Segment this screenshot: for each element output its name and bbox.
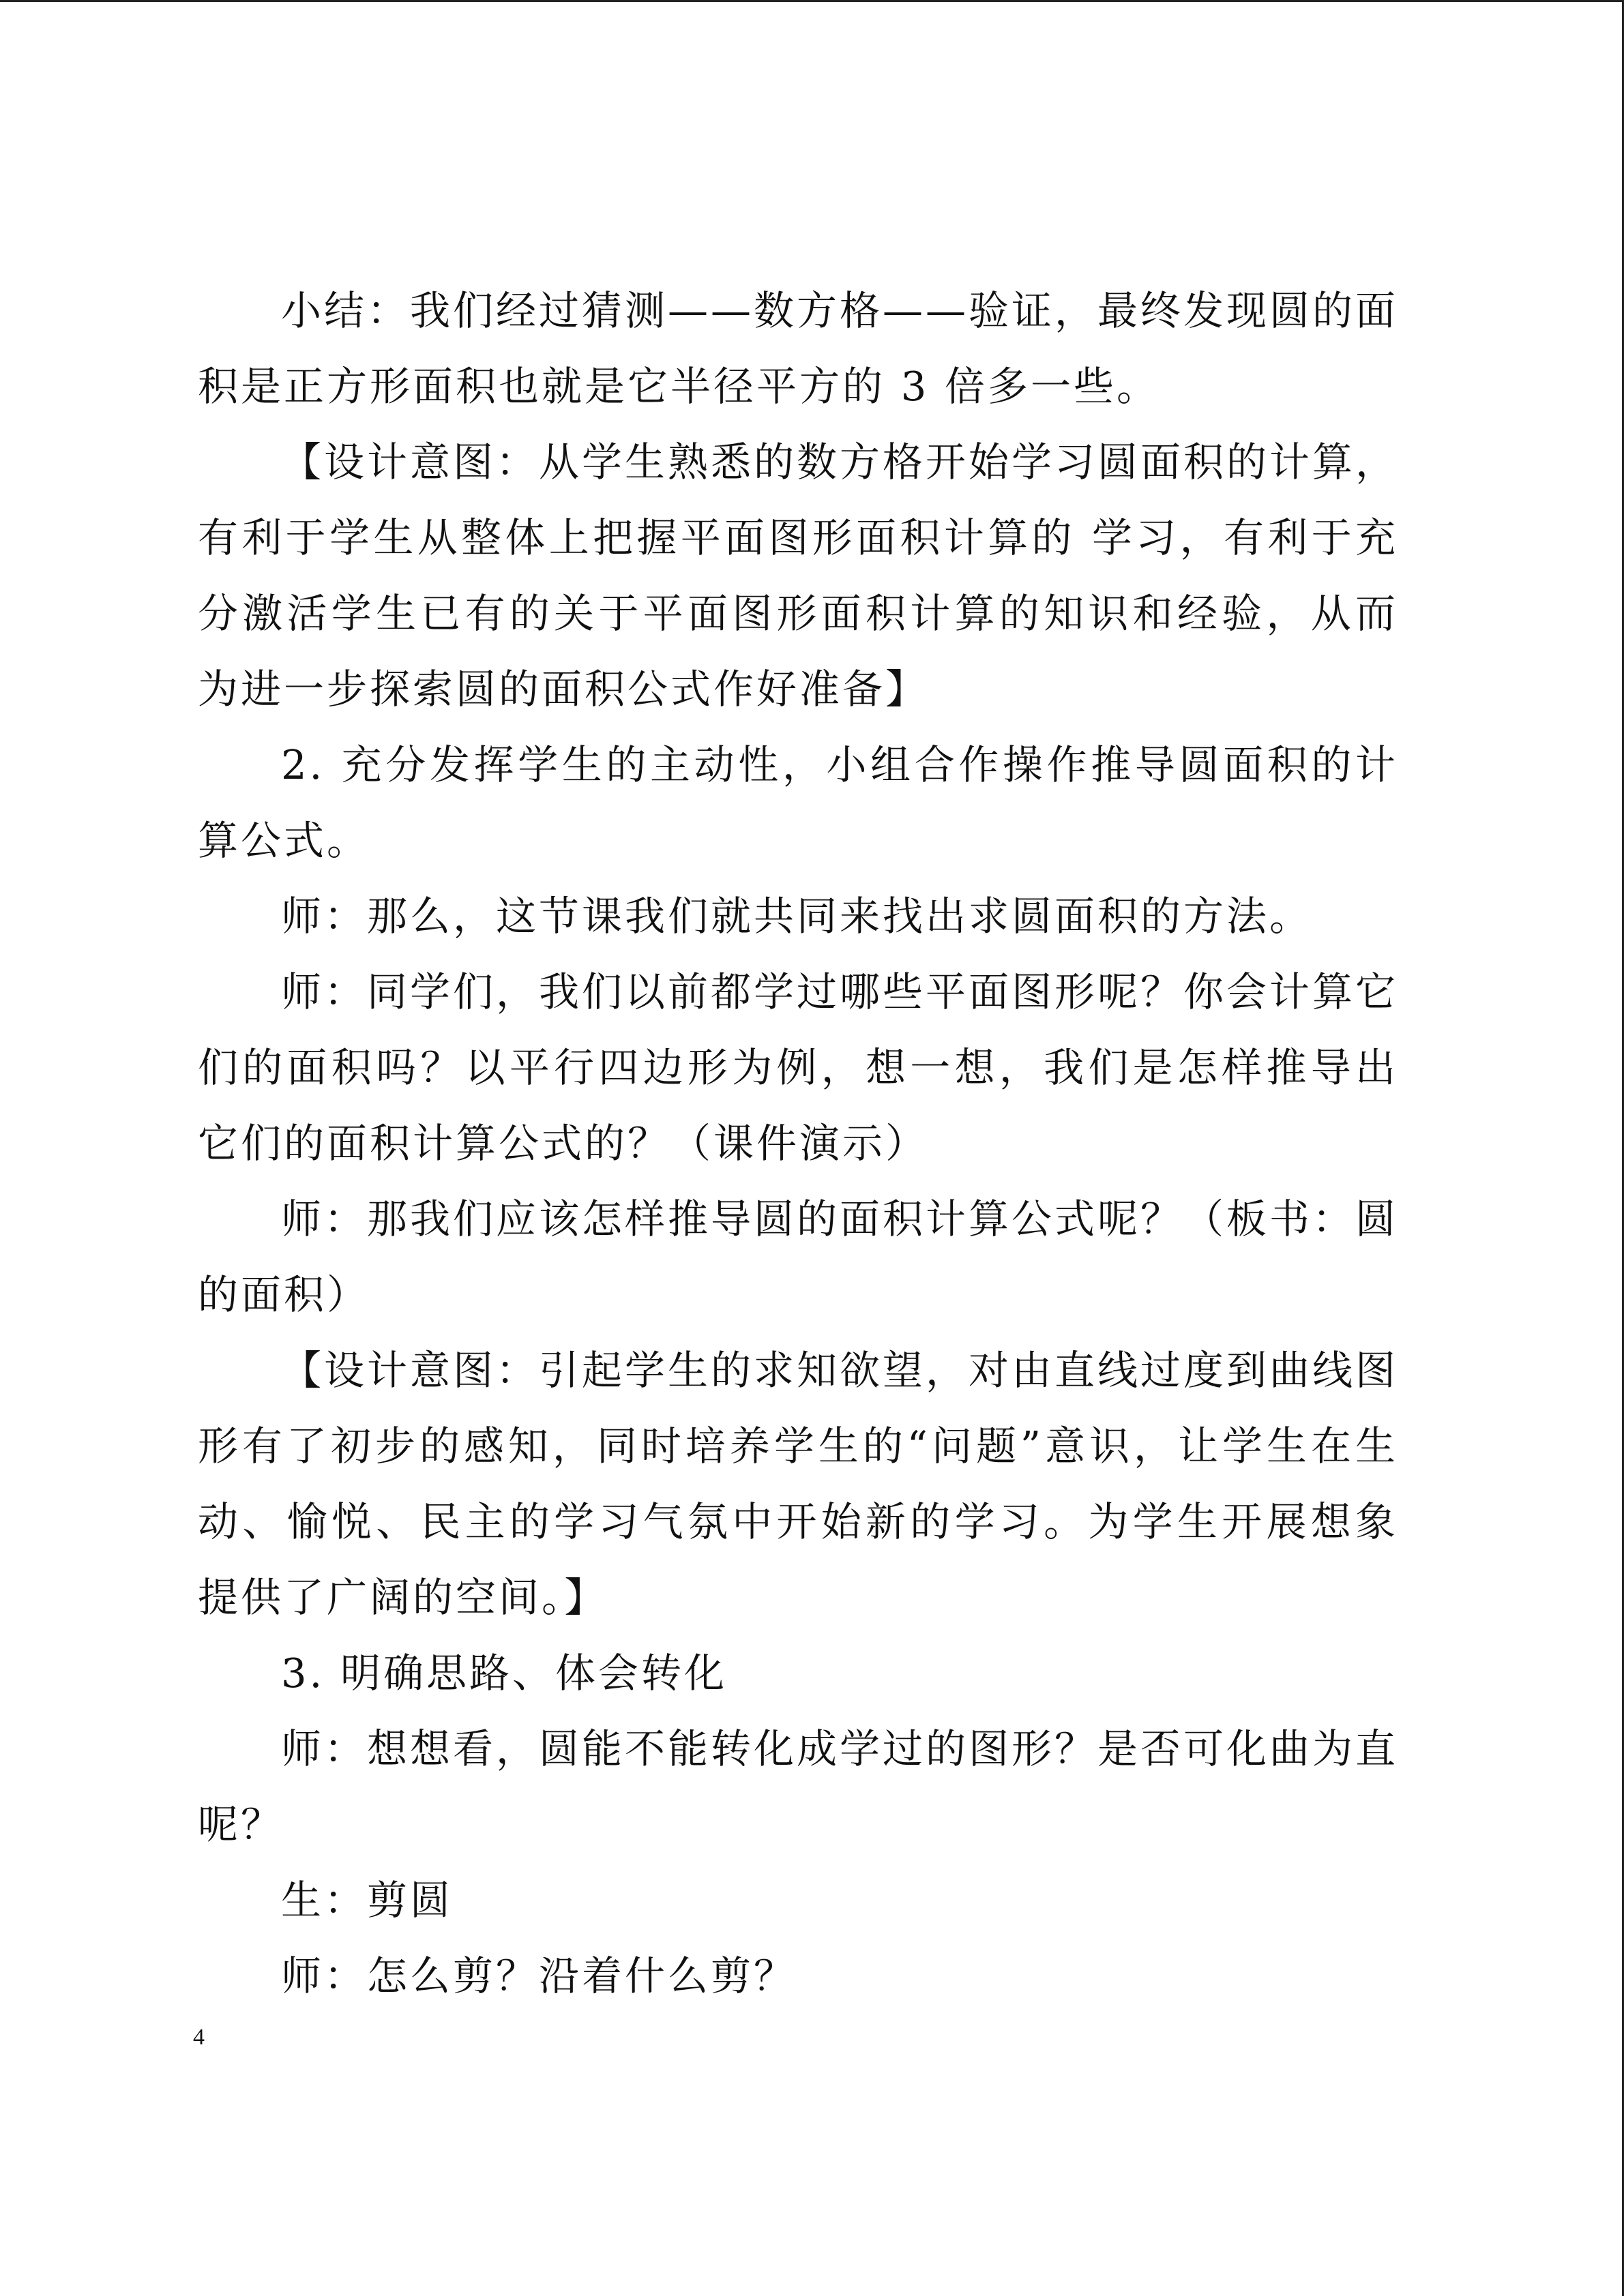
section-heading: 3. 明确思路、体会转化 bbox=[281, 1650, 728, 1697]
student-dialogue: 生：剪圆 bbox=[281, 1877, 454, 1924]
design-intent-paragraph: 【设计意图：引起学生的求知欲望，对由直线过度到曲线图形有了初步的感知，同时培养学生的“问题”意识，让学生在生动、愉悦、民主的学习气氛中开始新的学习。为学生开展想象提供了广阔的空间。】 bbox=[198, 1347, 1399, 1621]
section-heading: 2. 充分发挥学生的主动性，小组合作操作推导圆面积的计算公式。 bbox=[198, 741, 1398, 864]
teacher-dialogue: 师：那我们应该怎样推导圆的面积计算公式呢？（板书：圆的面积） bbox=[198, 1195, 1399, 1318]
page-number: 4 bbox=[193, 2025, 205, 2050]
page-top-border bbox=[0, 0, 1624, 2]
teacher-dialogue: 师：想想看，圆能不能转化成学过的图形？是否可化曲为直呢？ bbox=[198, 1725, 1399, 1848]
document-body bbox=[198, 273, 1398, 2014]
summary-paragraph: 小结：我们经过猜测——数方格——验证，最终发现圆的面积是正方形面积也就是它半径平方的 3 倍多一些。 bbox=[198, 287, 1399, 410]
teacher-dialogue: 师：怎么剪？沿着什么剪？ bbox=[281, 1952, 797, 1999]
teacher-dialogue: 师：同学们，我们以前都学过哪些平面图形呢？你会计算它们的面积吗？以平行四边形为例，想一想，我们是怎样推导出它们的面积计算公式的？（课件演示） bbox=[198, 968, 1399, 1167]
teacher-dialogue: 师：那么，这节课我们就共同来找出求圆面积的方法。 bbox=[281, 893, 1313, 940]
design-intent-paragraph: 【设计意图：从学生熟悉的数方格开始学习圆面积的计算，有利于学生从整体上把握平面图形面积计算的 学习，有利于充分激活学生已有的关于平面图形面积计算的知识和经验，从而为进一步探索圆的面积公式作好准备】 bbox=[198, 438, 1399, 713]
